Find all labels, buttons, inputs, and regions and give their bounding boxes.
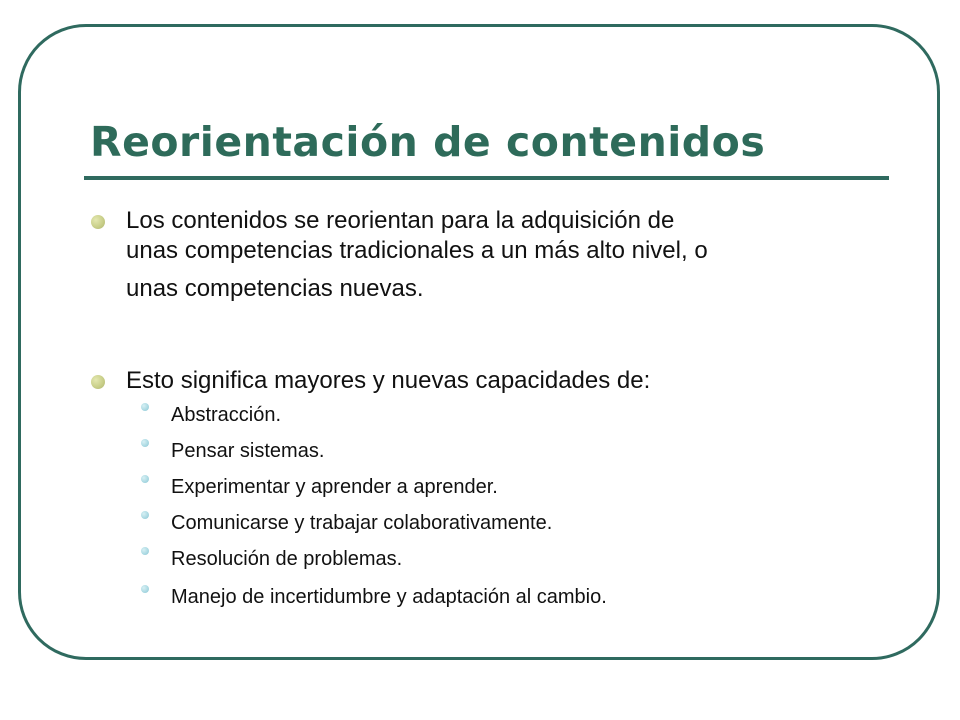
bullet-text-line: Esto significa mayores y nuevas capacidades de: [126, 367, 651, 394]
slide-title: Reorientación de contenidos [90, 118, 766, 166]
sub-bullet-icon [141, 547, 149, 555]
bullet-text-line: Los contenidos se reorientan para la adquisición de [126, 207, 675, 234]
list-item [141, 433, 607, 469]
list-item-text: Abstracción. [171, 404, 282, 426]
list-item-text: Pensar sistemas. [171, 440, 325, 462]
bullet-text-2 [126, 366, 650, 396]
list-item-text: Resolución de problemas. [171, 548, 403, 570]
list-item-text: Comunicarse y trabajar colaborativamente. [171, 512, 553, 534]
list-item [141, 397, 607, 433]
bullet-text-line: unas competencias tradicionales a un más alto nivel, o [126, 237, 708, 264]
bullet-text-line: unas competencias nuevas. [126, 275, 424, 302]
list-item-text: Manejo de incertidumbre y adaptación al cambio. [171, 586, 607, 608]
list-item-text: Experimentar y aprender a aprender. [171, 476, 498, 498]
capacidades-list [141, 397, 607, 615]
list-item [141, 505, 607, 541]
bullet-icon [91, 215, 105, 229]
list-item [141, 541, 607, 577]
list-item [141, 579, 607, 615]
sub-bullet-icon [141, 475, 149, 483]
title-underline [84, 176, 889, 180]
sub-bullet-icon [141, 585, 149, 593]
bullet-text-1 [126, 206, 708, 304]
sub-bullet-icon [141, 439, 149, 447]
list-item [141, 469, 607, 505]
bullet-icon [91, 375, 105, 389]
sub-bullet-icon [141, 511, 149, 519]
sub-bullet-icon [141, 403, 149, 411]
